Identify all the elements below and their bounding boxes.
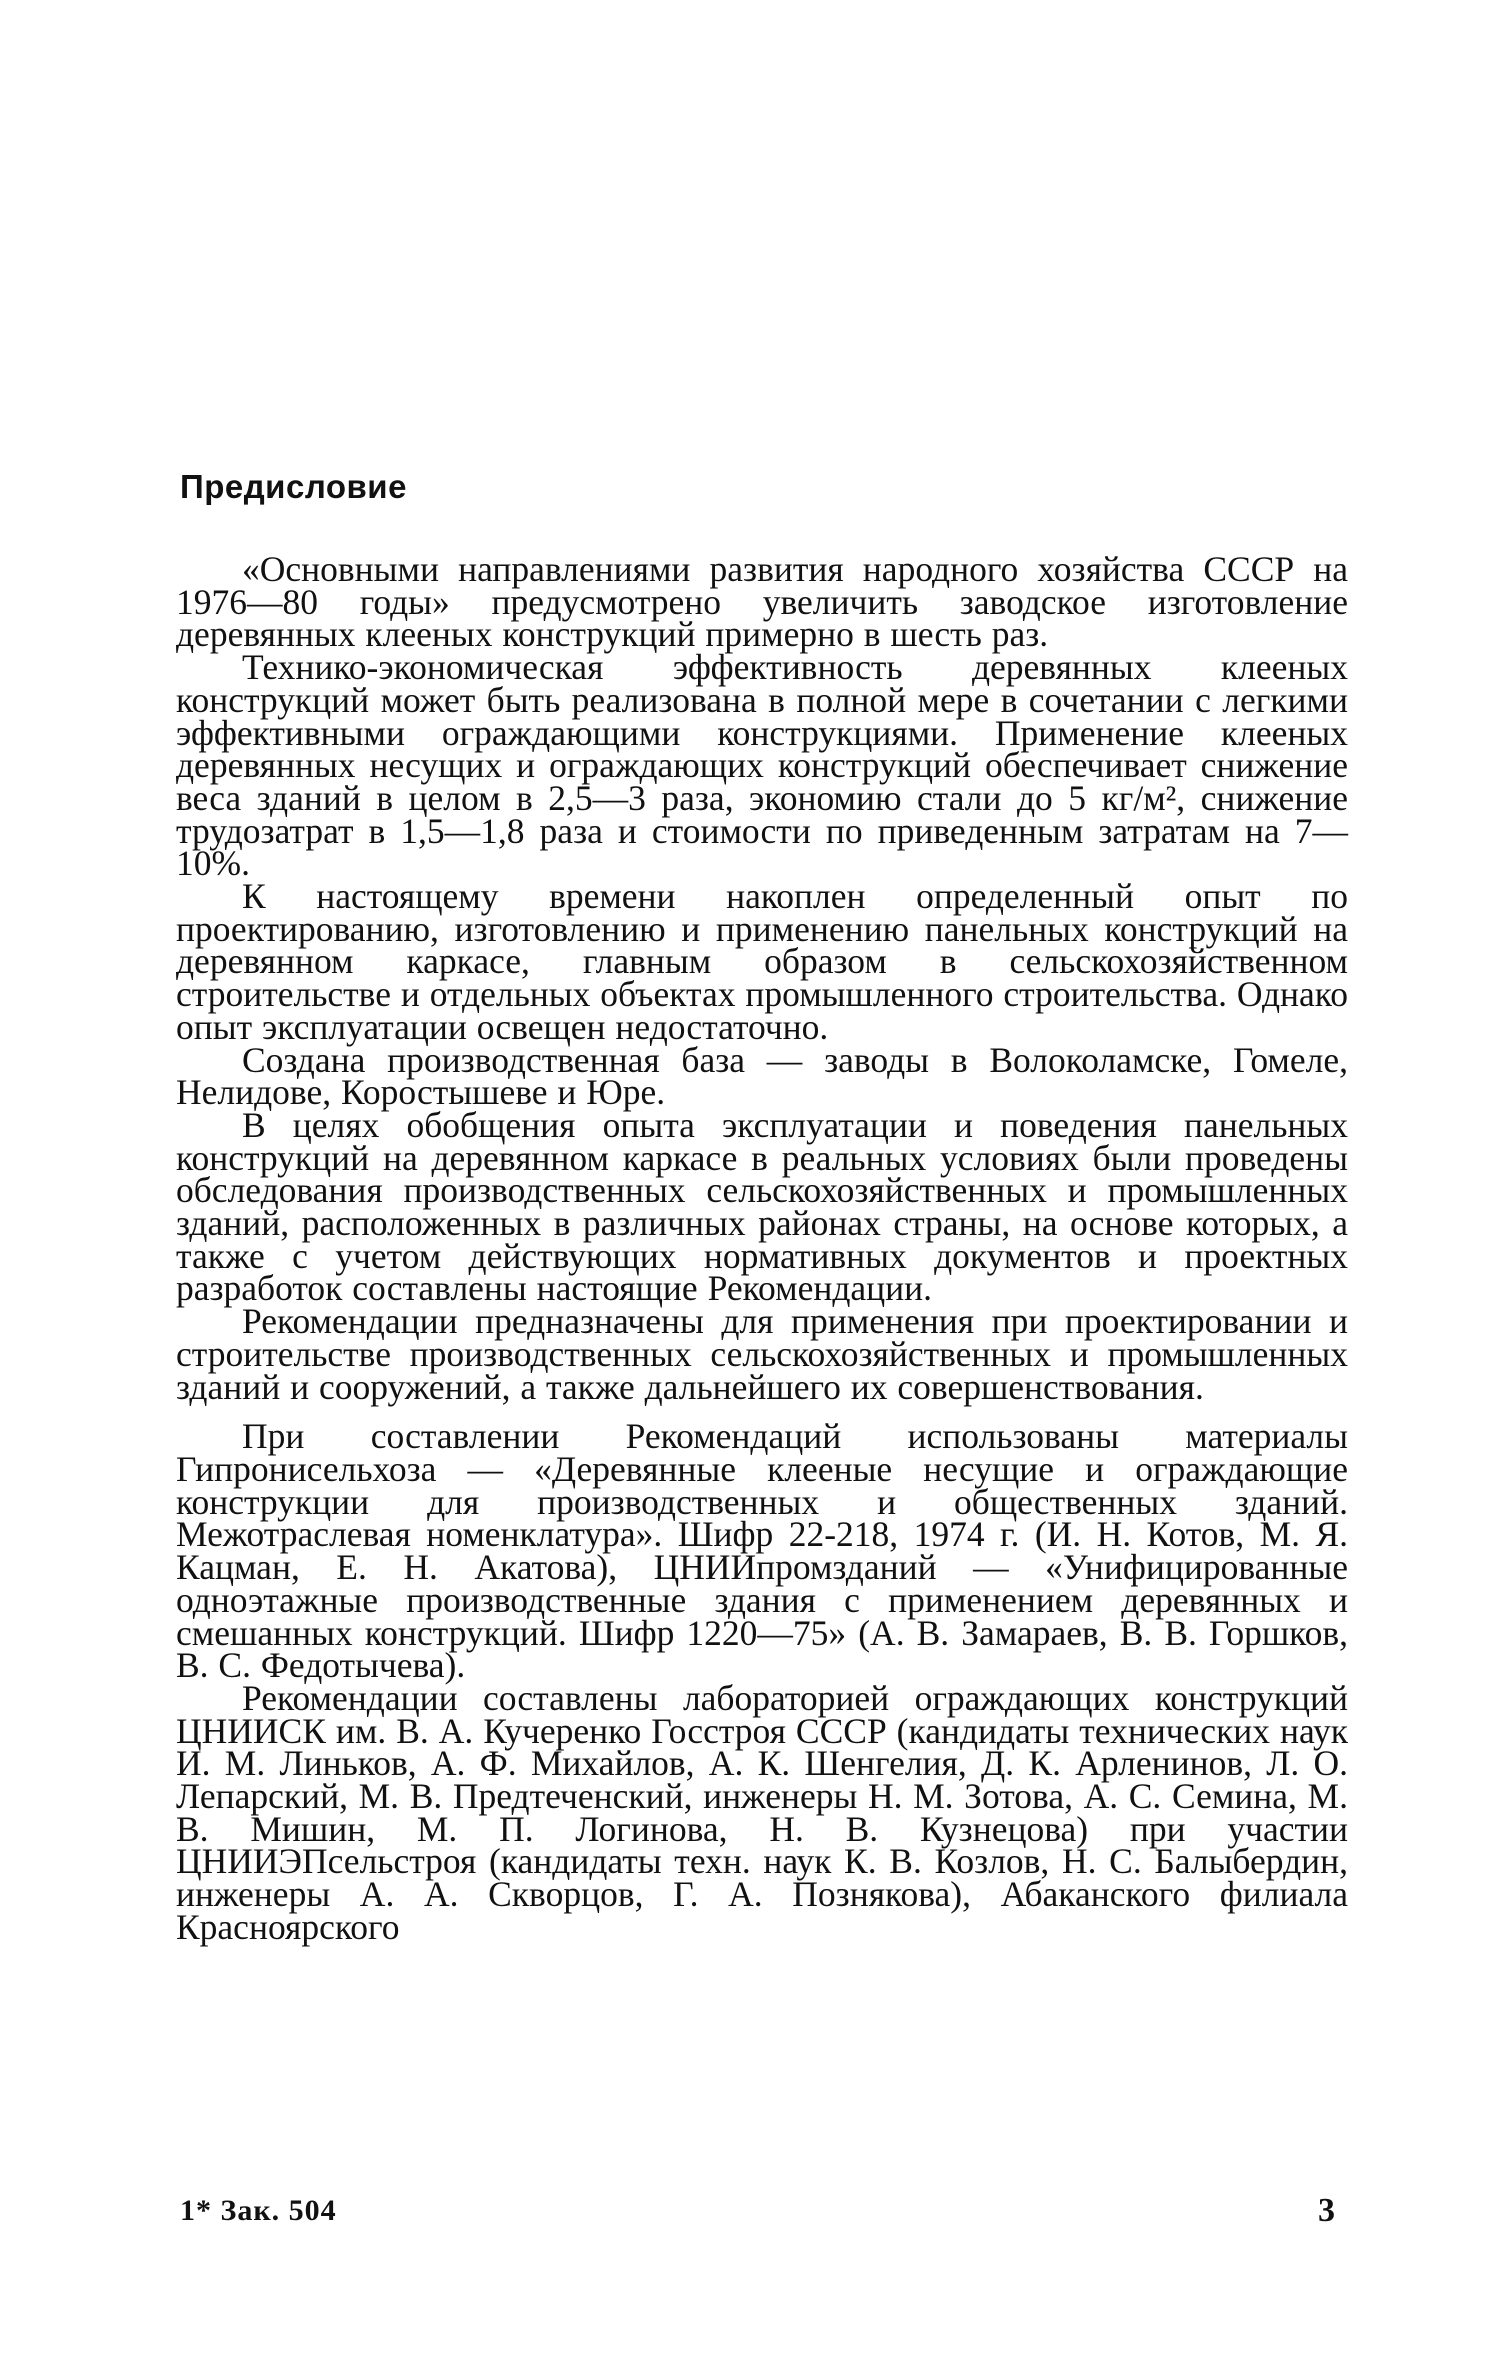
paragraph-4: Создана производственная база — заводы в Волоколамске, Гомеле, Нелидове, Коростышеве и Юре. [176,1039,1348,1113]
page-number: 3 [1318,2192,1335,2229]
footer-order-mark: 1* Зак. 504 [180,2194,337,2227]
paragraph-7: При составлении Рекомендаций использованы материалы Гипронисельхоза — «Деревянные клееные несущие и ограждающие конструкции для производственных и общественных зданий. Межотраслевая номенклатура». Шифр 22-218, 1974 г. (И. Н. Котов, М. Я. Кацман, Е. Н. Акатова), ЦНИИпромзданий — «Унифицированные одноэтажные производственные здания с применением деревянных и смешанных конструкций. Шифр 1220—75» (А. В. Замараев, В. В. Горшков, В. С. Федотычева). [176,1416,1348,1686]
paragraph-6: Рекомендации предназначены для применения при проектировании и строительстве производственных сельскохозяйственных и промышленных зданий и сооружений, а также дальнейшего их совершенствования. [176,1301,1348,1407]
paragraph-8: Рекомендации составлены лабораторией ограждающих конструкций ЦНИИСК им. В. А. Кучеренко Госстроя СССР (кандидаты технических наук И. М. Линьков, А. Ф. Михайлов, А. К. Шенгелия, Д. К. Арленинов, Л. О. Лепарский, М. В. Предтеченский, инженеры Н. М. Зотова, А. С. Семина, М. В. Мишин, М. П. Логинова, Н. В. Кузнецова) при участии ЦНИИЭПсельстроя (кандидаты техн. наук К. В. Козлов, Н. С. Балыбердин, инженеры А. А. Скворцов, Г. А. Познякова), Абаканского филиала Красноярского [176,1677,1348,1947]
paragraph-5: В целях обобщения опыта эксплуатации и поведения панельных конструкций на деревянном каркасе в реальных условиях были проведены обследования производственных сельскохозяйственных и промышленных зданий, расположенных в различных районах страны, на основе которых, а также с учетом действующих нормативных документов и проектных разработок составлены настоящие Рекомендации. [176,1104,1348,1309]
paragraph-3: К настоящему времени накоплен определенный опыт по проектированию, изготовлению и применению панельных конструкций на деревянном каркасе, главным образом в сельскохозяйственном строительстве и отдельных объектах промышленного строительства. Однако опыт эксплуатации освещен недостаточно. [176,876,1349,1047]
body-text [176,549,1349,1947]
paragraph-1: «Основными направлениями развития народного хозяйства СССР на 1976—80 годы» предусмотрено увеличить заводское изготовление деревянных клееных конструкций примерно в шесть раз. [176,549,1348,655]
paragraph-2: Технико-экономическая эффективность деревянных клееных конструкций может быть реализована в полной мере в сочетании с легкими эффективными ограждающими конструкциями. Применение клееных деревянных несущих и ограждающих конструкций обеспечивает снижение веса зданий в целом в 2,5—3 раза, экономию стали до 5 кг/м², снижение трудозатрат в 1,5—1,8 раза и стоимости по приведенным затратам на 7—10%. [176,647,1348,884]
section-heading: Предисловие [180,468,407,505]
